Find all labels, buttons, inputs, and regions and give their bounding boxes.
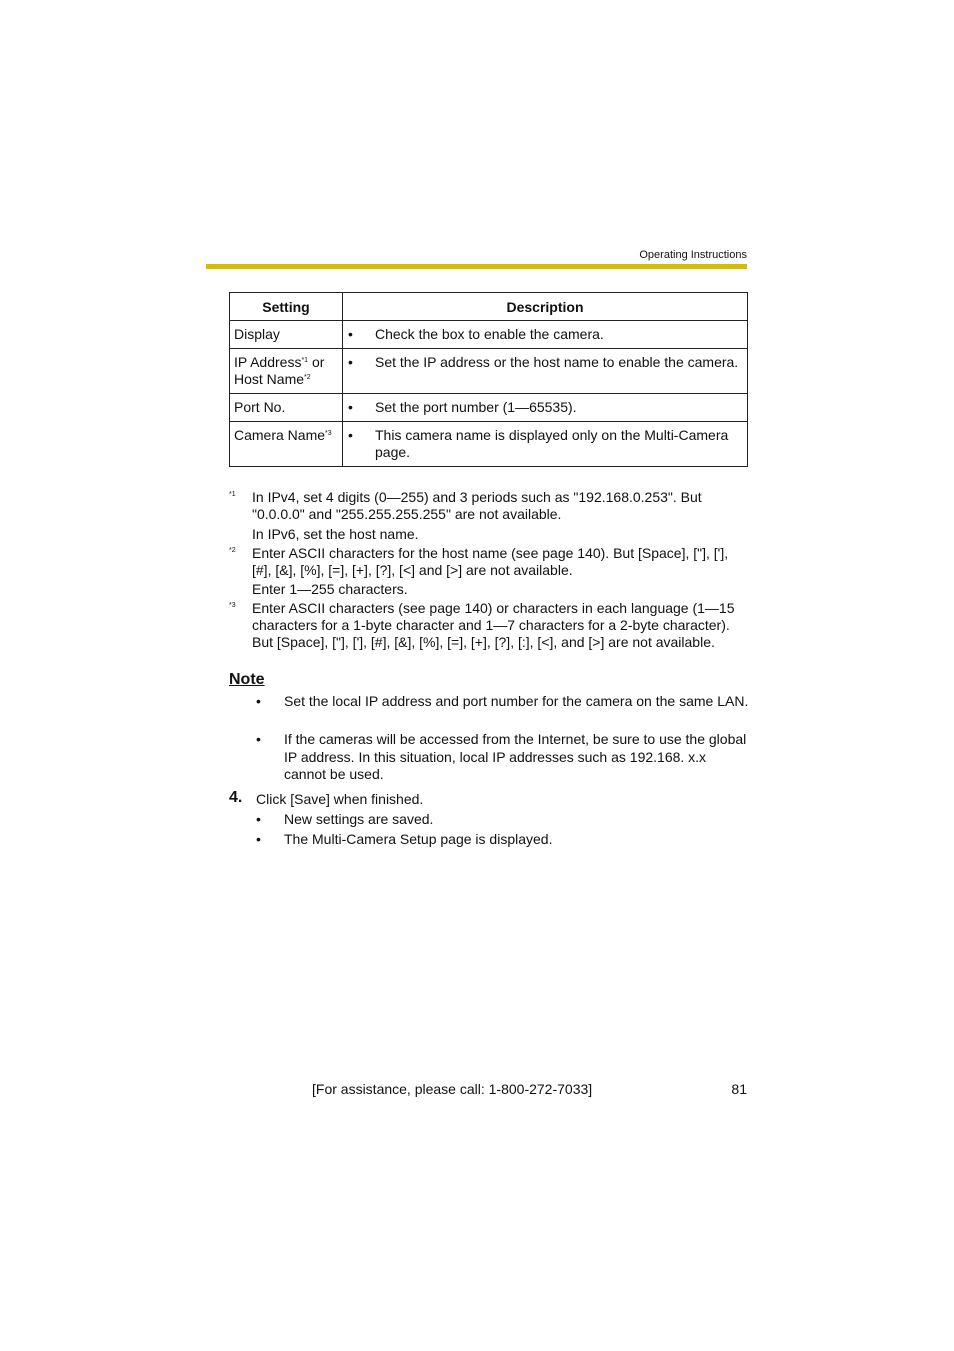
page-number: 81 — [731, 1081, 747, 1097]
bullet: • — [256, 731, 261, 747]
table-row — [230, 394, 748, 422]
setting-name: Camera Name$^{*3}$ — [234, 427, 332, 443]
bullet: • — [348, 354, 353, 370]
setting-name: Display — [234, 326, 280, 342]
setting-description: Set the IP address or the host name to enable the camera. — [375, 354, 739, 370]
column-header-setting: Setting — [230, 293, 343, 321]
footnote-text: Enter ASCII characters (see page 140) or characters in each language (1—15 characters for a 1-byte character and 1—7 characters for a 2-byte character). But [Space], ["], ['], [#], [&], [%], [=], [+], [?], [:], [<], and [>] are not available. — [252, 600, 735, 650]
note-item-text: Set the local IP address and port number for the camera on the same LAN. — [284, 693, 749, 709]
footnote-ref: *3 — [325, 430, 332, 437]
table-row — [230, 422, 748, 467]
step-number: 4. — [229, 789, 243, 806]
footnote-marker: *2 — [229, 547, 236, 554]
setting-name: Port No. — [234, 399, 286, 415]
footnote-3 — [229, 600, 749, 651]
column-header-description: Description — [343, 293, 748, 321]
header-label: Operating Instructions — [639, 249, 747, 261]
table-row — [230, 321, 748, 349]
setting-name: IP Address$^{*1}$ or Host Name$^{*2}$ — [234, 354, 325, 387]
footer-assistance: [For assistance, please call: 1-800-272-7033] — [312, 1081, 593, 1097]
footnote-ref: *2 — [304, 374, 311, 381]
footnote-1 — [229, 489, 749, 523]
note-item — [256, 731, 750, 784]
footnote-2 — [229, 545, 749, 579]
bullet: • — [348, 326, 353, 342]
setting-description: Check the box to enable the camera. — [375, 326, 604, 342]
step-item — [256, 811, 750, 829]
setting-description: Set the port number (1—65535). — [375, 399, 577, 415]
note-title: Note — [229, 671, 265, 688]
step-item — [256, 831, 750, 849]
footnote-text: In IPv4, set 4 digits (0—255) and 3 periods such as "192.168.0.253". But "0.0.0.0" and "255.255.255.255" are not available. — [252, 489, 702, 522]
footnote-marker: *3 — [229, 602, 236, 609]
table-header-row — [230, 293, 748, 321]
bullet: • — [256, 811, 261, 827]
bullet: • — [348, 399, 353, 415]
header-rule — [206, 264, 747, 269]
step-text: Click [Save] when finished. — [256, 791, 424, 807]
step-item-text: The Multi-Camera Setup page is displayed. — [284, 831, 553, 847]
footnote-text: Enter ASCII characters for the host name (see page 140). But [Space], ["], ['], [#], [&], [%], [=], [+], [?], [<] and [>] are not available. — [252, 545, 729, 578]
settings-table — [229, 292, 748, 467]
setting-description: This camera name is displayed only on the Multi-Camera page. — [375, 427, 729, 460]
table-row — [230, 349, 748, 394]
footnote-1-sub: In IPv6, set the host name. — [252, 526, 419, 542]
note-item-text: If the cameras will be accessed from the Internet, be sure to use the global IP address. In this situation, local IP addresses such as 192.168. x.x cannot be used. — [284, 731, 747, 782]
footnote-ref: *1 — [301, 357, 309, 364]
step-item-text: New settings are saved. — [284, 811, 434, 827]
footnote-2-sub: Enter 1—255 characters. — [252, 581, 408, 597]
bullet: • — [256, 693, 261, 709]
note-item — [256, 693, 750, 711]
footnote-marker: *1 — [229, 491, 236, 498]
bullet: • — [348, 427, 353, 443]
bullet: • — [256, 831, 261, 847]
